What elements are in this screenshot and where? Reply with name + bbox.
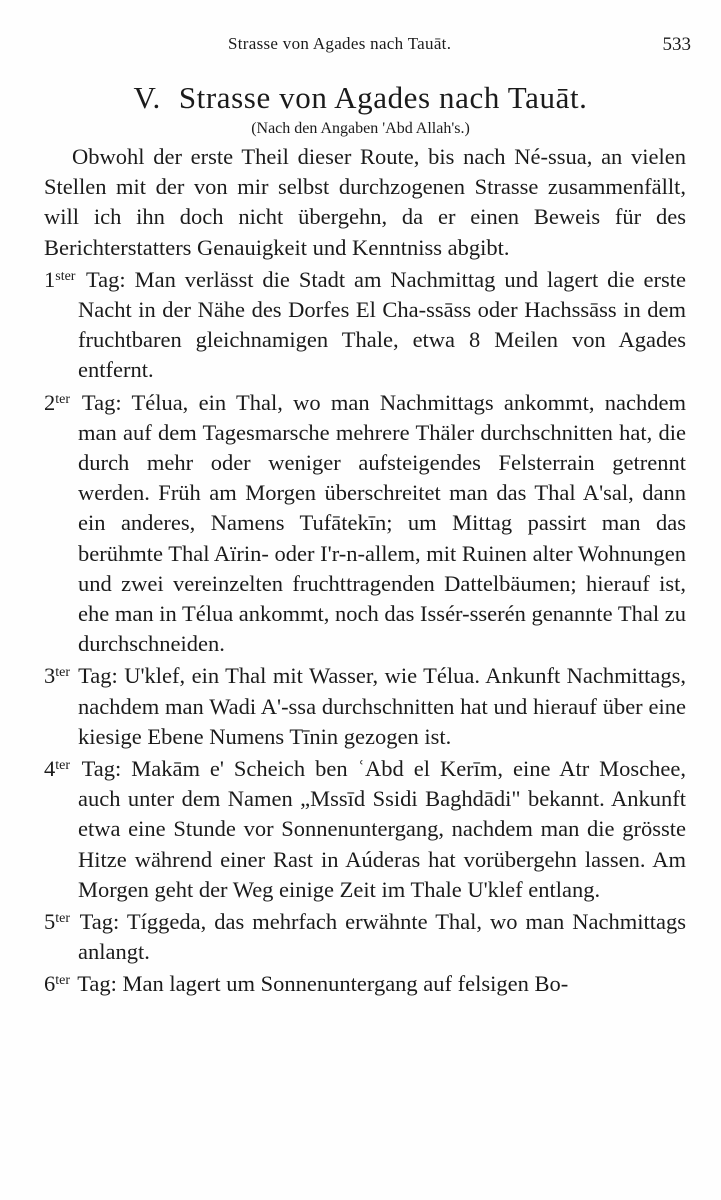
running-head: [0, 34, 721, 58]
day-ordinal: $4^{ter}$: [44, 756, 71, 782]
day-label: Tag:: [81, 756, 122, 782]
day-ordinal: $6^{ter}$: [44, 971, 71, 997]
day-ordinal: $1^{ster}$: [44, 266, 76, 292]
day-text: Makām e' Scheich ben ʿAbd el Kerīm, eine Atr Moschee, auch unter dem Namen „Mssīd Ssidi Baghdādi" bekannt. Ankunft etwa eine Stunde vor Sonnenuntergang, nachdem man die grösste Hitze während einer Rast in Aúderas hat vorübergehn lassen. Am Morgen geht der Weg einige Zeit im Thale U'klef entlang.: [78, 756, 687, 902]
page-number: 533: [662, 34, 691, 55]
chapter-heading: [0, 80, 721, 116]
day-ordinal: $2^{ter}$: [44, 389, 71, 415]
day-label: Tag:: [78, 663, 118, 689]
day-entry-3: [44, 661, 686, 752]
day-text: U'klef, ein Thal mit Wasser, wie Télua. Ankunft Nachmittags, nachdem man Wadi A'-ssa durchschnitten hat und hierauf über eine kiesige Ebene Numens Tīnin gezogen ist.: [78, 663, 687, 749]
day-text: Man verlässt die Stadt am Nachmittag und lagert die erste Nacht in der Nähe des Dorfes El Cha-ssāss oder Hachssāss in dem fruchtbaren gleichnamigen Thale, etwa 8 Meilen von Agades entfernt.: [78, 266, 687, 383]
day-label: Tag:: [79, 909, 120, 935]
day-text: Man lagert um Sonnenuntergang auf felsigen Bo-: [122, 971, 569, 997]
day-entry-4: [44, 754, 686, 905]
day-label: Tag:: [77, 971, 117, 997]
day-label: Tag:: [81, 389, 122, 415]
running-title: Strasse von Agades nach Tauāt.: [228, 34, 452, 53]
day-text: Tíggeda, das mehrfach erwähnte Thal, wo man Nachmittags anlangt.: [78, 909, 686, 965]
intro-paragraph: Obwohl der erste Theil dieser Route, bis nach Né-ssua, an vielen Stellen mit der von mir selbst durchzogenen Strasse zusammenfällt, will ich ihn doch nicht übergehn, da er einen Beweis für des Berichterstatters Genauigkeit und Kenntniss abgibt.: [44, 144, 686, 260]
body-text: [44, 142, 686, 1000]
day-ordinal: $3^{ter}$: [44, 663, 71, 689]
day-entry-1: [44, 265, 686, 386]
chapter-title: Strasse von Agades nach Tauāt.: [178, 80, 588, 115]
day-entry-2: [44, 388, 686, 660]
day-entry-6: [44, 969, 686, 999]
day-entry-5: [44, 907, 686, 967]
chapter-number: V.: [133, 80, 161, 115]
day-label: Tag:: [86, 266, 126, 292]
source-note: (Nach den Angaben 'Abd Allah's.): [251, 120, 470, 137]
day-ordinal: $5^{ter}$: [44, 909, 71, 935]
day-text: Télua, ein Thal, wo man Nachmittags ankommt, nachdem man auf dem Tagesmarsche mehrere Thäler durchschnitten hat, die durch mehr oder weniger aufsteigendes Felsterrain getrennt werden. Früh am Morgen überschreitet man das Thal A'sal, dann ein anderes, Namens Tufātekīn; um Mittag passirt man das berühmte Thal Aïrin- oder I'r-n-allem, mit Ruinen alter Wohnungen und zwei vereinzelten fruchttragenden Dattelbäumen; hierauf ist, ehe man in Télua ankommt, noch das Issér-sserén genannte Thal zu durchschneiden.: [78, 389, 687, 657]
